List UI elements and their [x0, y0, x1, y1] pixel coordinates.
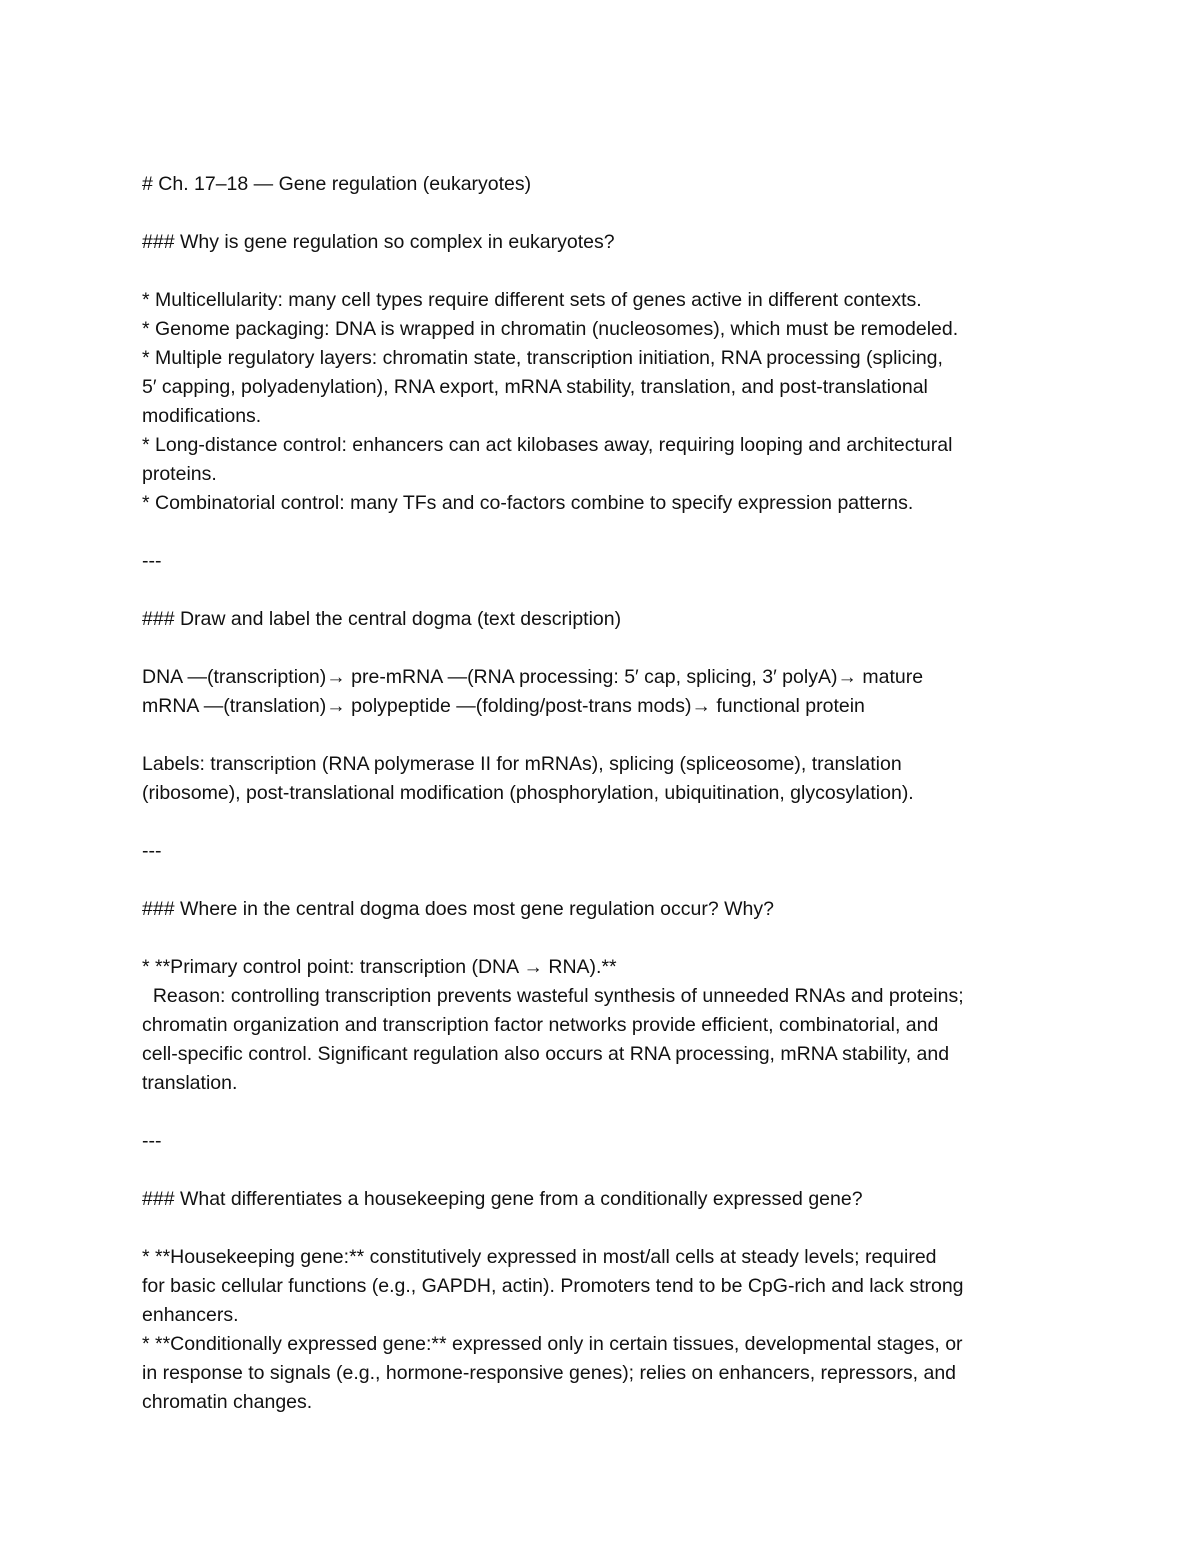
blank-line — [142, 257, 1072, 286]
blank-line — [142, 1156, 1072, 1185]
bullet-line: * **Conditionally expressed gene:** expressed only in certain tissues, developmental stages, or — [142, 1333, 963, 1355]
section-heading-housekeeping: ### What differentiates a housekeeping gene from a conditionally expressed gene? — [142, 1188, 863, 1210]
bullet-line: * Genome packaging: DNA is wrapped in chromatin (nucleosomes), which must be remodeled. — [142, 318, 959, 340]
bullet-line: in response to signals (e.g., hormone-responsive genes); relies on enhancers, repressors, and — [142, 1362, 957, 1384]
document-title: # Ch. 17–18 — Gene regulation (eukaryotes) — [142, 173, 532, 195]
blank-line — [142, 924, 1072, 953]
blank-line — [142, 808, 1072, 837]
bullet-line: * Multicellularity: many cell types require different sets of genes active in different contexts. — [142, 289, 922, 311]
bullet-line: enhancers. — [142, 1304, 239, 1326]
document-page — [142, 170, 1072, 1417]
section-heading-regulation-point: ### Where in the central dogma does most gene regulation occur? Why? — [142, 898, 774, 920]
bullet-line: * **Housekeeping gene:** constitutively expressed in most/all cells at steady levels; required — [142, 1246, 937, 1268]
central-dogma-flow: DNA —(transcription)→ pre-mRNA —(RNA processing: 5′ cap, splicing, 3′ polyA)→ mature — [142, 666, 924, 688]
section-separator: --- — [142, 550, 162, 572]
bullet-line: chromatin organization and transcription factor networks provide efficient, combinatorial, and — [142, 1014, 939, 1036]
section-heading-complexity: ### Why is gene regulation so complex in eukaryotes? — [142, 231, 615, 253]
bullet-line: proteins. — [142, 463, 217, 485]
bullet-line: 5′ capping, polyadenylation), RNA export, mRNA stability, translation, and post-translational — [142, 376, 928, 398]
central-dogma-labels: (ribosome), post-translational modification (phosphorylation, ubiquitination, glycosylation). — [142, 782, 914, 804]
blank-line — [142, 1214, 1072, 1243]
bullet-line: modifications. — [142, 405, 262, 427]
blank-line — [142, 1098, 1072, 1127]
bullet-line: for basic cellular functions (e.g., GAPDH, actin). Promoters tend to be CpG-rich and lack strong — [142, 1275, 964, 1297]
bullet-line: * **Primary control point: transcription (DNA → RNA).** — [142, 956, 617, 978]
blank-line — [142, 634, 1072, 663]
central-dogma-flow: mRNA —(translation)→ polypeptide —(folding/post-trans mods)→ functional protein — [142, 695, 865, 717]
bullet-line: * Long-distance control: enhancers can act kilobases away, requiring looping and architectural — [142, 434, 953, 456]
bullet-line: cell-specific control. Significant regulation also occurs at RNA processing, mRNA stability, and — [142, 1043, 950, 1065]
bullet-line: chromatin changes. — [142, 1391, 313, 1413]
section-heading-central-dogma: ### Draw and label the central dogma (text description) — [142, 608, 622, 630]
bullet-line: Reason: controlling transcription prevents wasteful synthesis of unneeded RNAs and proteins; — [142, 985, 964, 1007]
bullet-line: translation. — [142, 1072, 238, 1094]
blank-line — [142, 866, 1072, 895]
blank-line — [142, 721, 1072, 750]
central-dogma-labels: Labels: transcription (RNA polymerase II for mRNAs), splicing (spliceosome), translation — [142, 753, 902, 775]
blank-line — [142, 576, 1072, 605]
section-separator: --- — [142, 840, 162, 862]
bullet-line: * Combinatorial control: many TFs and co-factors combine to specify expression patterns. — [142, 492, 914, 514]
section-separator: --- — [142, 1130, 162, 1152]
blank-line — [142, 199, 1072, 228]
blank-line — [142, 518, 1072, 547]
bullet-line: * Multiple regulatory layers: chromatin state, transcription initiation, RNA processing (splicing, — [142, 347, 943, 369]
